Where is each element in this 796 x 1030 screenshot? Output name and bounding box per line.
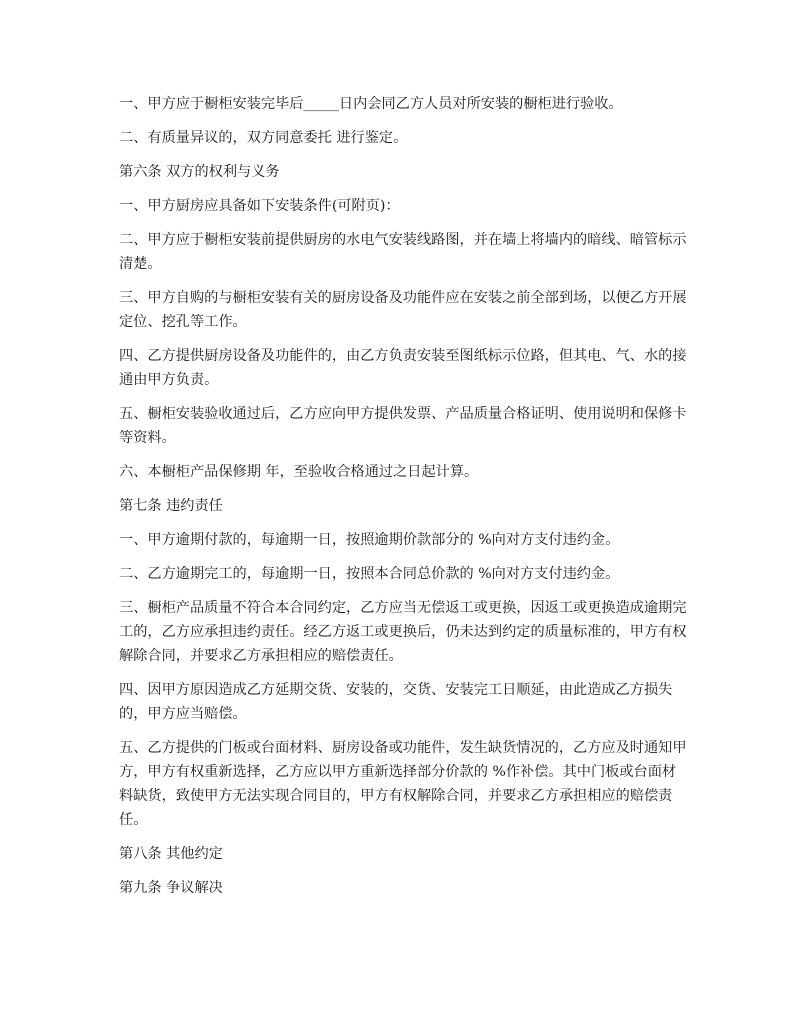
document-page: [119, 92, 689, 910]
section-heading-article-9: 第九条 争议解决: [119, 880, 223, 896]
clause-paragraph-documents-delivery: 五、橱柜安装验收通过后，乙方应向甲方提供发票、产品质量合格证明、使用说明和保修卡等资料。: [119, 406, 687, 446]
clause-paragraph-late-completion: 二、乙方逾期完工的，每逾期一日，按照本合同总价款的 %向对方支付违约金。: [119, 566, 620, 582]
clause-paragraph-equipment-installation: 四、乙方提供厨房设备及功能件的，由乙方负责安装至图纸标示位路，但其电、气、水的接通由甲方负责。: [119, 348, 687, 388]
clause-paragraph-wiring-diagram: 二、甲方应于橱柜安装前提供厨房的水电气安装线路图，并在墙上将墙内的暗线、暗管标示清楚。: [119, 232, 687, 272]
clause-paragraph-late-payment: 一、甲方逾期付款的，每逾期一日，按照逾期价款部分的 %向对方支付违约金。: [119, 532, 620, 548]
clause-paragraph-warranty-period: 六、本橱柜产品保修期 年，至验收合格通过之日起计算。: [119, 464, 479, 480]
section-heading-article-8: 第八条 其他约定: [119, 846, 223, 862]
clause-paragraph-installation-conditions: 一、甲方厨房应具备如下安装条件(可附页)：: [119, 198, 400, 214]
clause-paragraph-self-purchased-equipment: 三、甲方自购的与橱柜安装有关的厨房设备及功能件应在安装之前全部到场，以便乙方开展定位、挖孔等工作。: [119, 290, 687, 330]
clause-paragraph-quality-dispute: 二、有质量异议的，双方同意委托 进行鉴定。: [119, 130, 408, 146]
section-heading-article-6: 第六条 双方的权利与义务: [119, 164, 280, 180]
clause-paragraph-quality-nonconformance: 三、橱柜产品质量不符合本合同约定，乙方应当无偿返工或更换，因返工或更换造成逾期完工的，乙方应承担违约责任。经乙方返工或更换后，仍未达到约定的质量标准的，甲方有权解除合同，并要求乙方承担相应的赔偿责任。: [119, 600, 687, 664]
clause-paragraph-material-shortage: 五、乙方提供的门板或台面材料、厨房设备或功能件，发生缺货情况的，乙方应及时通知甲方，甲方有权重新选择，乙方应以甲方重新选择部分价款的 %作补偿。其中门板或台面材料缺货，致使甲方无法实现合同目的，甲方有权解除合同，并要求乙方承担相应的赔偿责任。: [119, 740, 687, 828]
clause-paragraph-buyer-delay: 四、因甲方原因造成乙方延期交货、安装的，交货、安装完工日顺延，由此造成乙方损失的，甲方应当赔偿。: [119, 682, 673, 722]
clause-paragraph-acceptance-deadline: 一、甲方应于橱柜安装完毕后_____日内会同乙方人员对所安装的橱柜进行验收。: [119, 96, 623, 112]
section-heading-article-7: 第七条 违约责任: [119, 498, 223, 514]
